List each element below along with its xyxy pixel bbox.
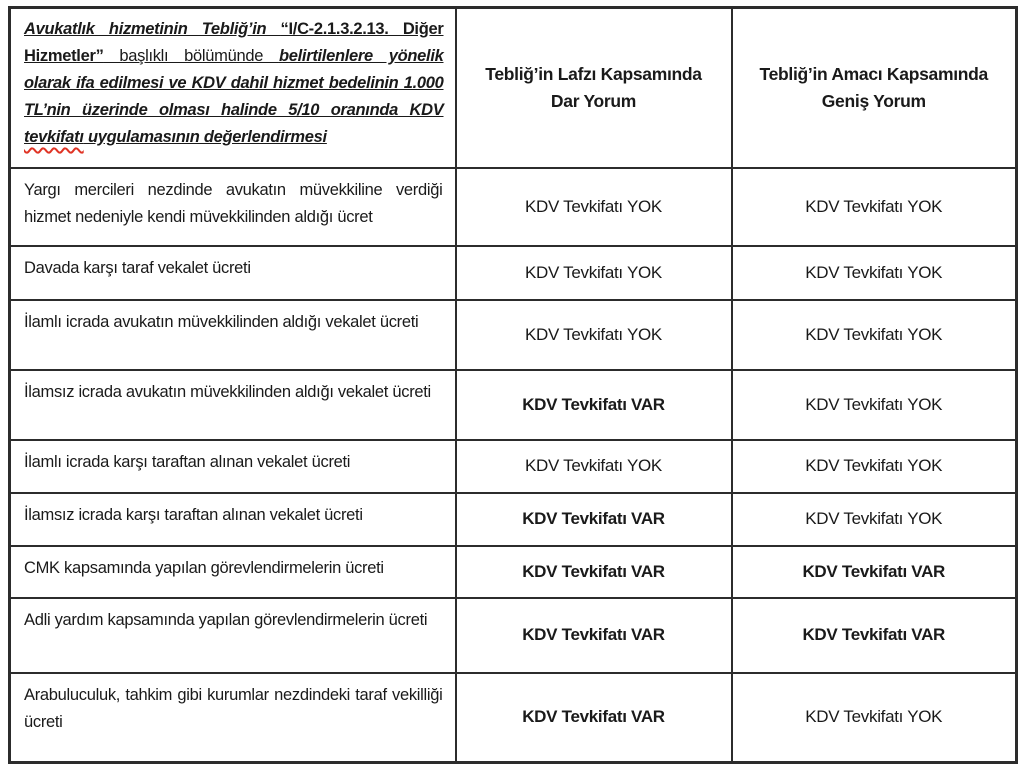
genis-yorum-value: KDV Tevkifatı YOK [732, 440, 1017, 493]
title-segment-tail: uygulamasının değerlendirmesi [83, 128, 327, 146]
table-title-text [24, 20, 444, 146]
row-label: Adli yardım kapsamında yapılan görevlendirmelerin ücreti [10, 598, 456, 673]
row-label: İlamlı icrada karşı taraftan alınan vekalet ücreti [10, 440, 456, 493]
table-row [10, 370, 1017, 440]
header-row [10, 8, 1017, 168]
row-label: İlamsız icrada avukatın müvekkilinden aldığı vekalet ücreti [10, 370, 456, 440]
dar-yorum-value: KDV Tevkifatı YOK [456, 300, 732, 370]
genis-yorum-value: KDV Tevkifatı VAR [732, 598, 1017, 673]
genis-yorum-value: KDV Tevkifatı YOK [732, 246, 1017, 300]
dar-yorum-value: KDV Tevkifatı VAR [456, 598, 732, 673]
row-label: CMK kapsamında yapılan görevlendirmelerin ücreti [10, 546, 456, 598]
table-row [10, 440, 1017, 493]
table-row [10, 598, 1017, 673]
table-title-cell [10, 8, 456, 168]
kdv-tevkifat-table [8, 6, 1018, 764]
table-header [10, 8, 1017, 168]
column-header-genis-yorum: Tebliğ’in Amacı Kapsamında Geniş Yorum [732, 8, 1017, 168]
title-segment-quote: “I/C-2.1.3.2.13. Diğer Hizmetler” [24, 20, 444, 65]
title-segment-plain: başlıklı bölümünde [103, 47, 279, 65]
genis-yorum-value: KDV Tevkifatı YOK [732, 493, 1017, 546]
table-body [10, 168, 1017, 763]
title-segment-body: belirtilenlere yönelik olarak ifa edilmesi ve KDV dahil hizmet bedelinin 1.000 TL’nin üzerinde olması halinde 5/10 oranında KDV [24, 47, 444, 119]
table-row [10, 493, 1017, 546]
table-row [10, 546, 1017, 598]
spellcheck-underline-word: tevkifatı [24, 128, 84, 146]
row-label: İlamlı icrada avukatın müvekkilinden aldığı vekalet ücreti [10, 300, 456, 370]
genis-yorum-value: KDV Tevkifatı YOK [732, 168, 1017, 246]
row-label: İlamsız icrada karşı taraftan alınan vekalet ücreti [10, 493, 456, 546]
table-row [10, 673, 1017, 763]
dar-yorum-value: KDV Tevkifatı YOK [456, 168, 732, 246]
dar-yorum-value: KDV Tevkifatı VAR [456, 370, 732, 440]
genis-yorum-value: KDV Tevkifatı YOK [732, 300, 1017, 370]
table-row [10, 246, 1017, 300]
dar-yorum-value: KDV Tevkifatı YOK [456, 440, 732, 493]
genis-yorum-value: KDV Tevkifatı YOK [732, 673, 1017, 763]
genis-yorum-value: KDV Tevkifatı YOK [732, 370, 1017, 440]
dar-yorum-value: KDV Tevkifatı VAR [456, 673, 732, 763]
title-segment-intro: Avukatlık hizmetinin Tebliğ’in [24, 20, 281, 38]
row-label: Davada karşı taraf vekalet ücreti [10, 246, 456, 300]
genis-yorum-value: KDV Tevkifatı VAR [732, 546, 1017, 598]
table-row [10, 168, 1017, 246]
table-row [10, 300, 1017, 370]
row-label: Arabuluculuk, tahkim gibi kurumlar nezdindeki taraf vekilliği ücreti [10, 673, 456, 763]
dar-yorum-value: KDV Tevkifatı VAR [456, 546, 732, 598]
column-header-dar-yorum: Tebliğ’in Lafzı Kapsamında Dar Yorum [456, 8, 732, 168]
row-label: Yargı mercileri nezdinde avukatın müvekkiline verdiği hizmet nedeniyle kendi müvekkilinden aldığı ücret [10, 168, 456, 246]
dar-yorum-value: KDV Tevkifatı YOK [456, 246, 732, 300]
dar-yorum-value: KDV Tevkifatı VAR [456, 493, 732, 546]
